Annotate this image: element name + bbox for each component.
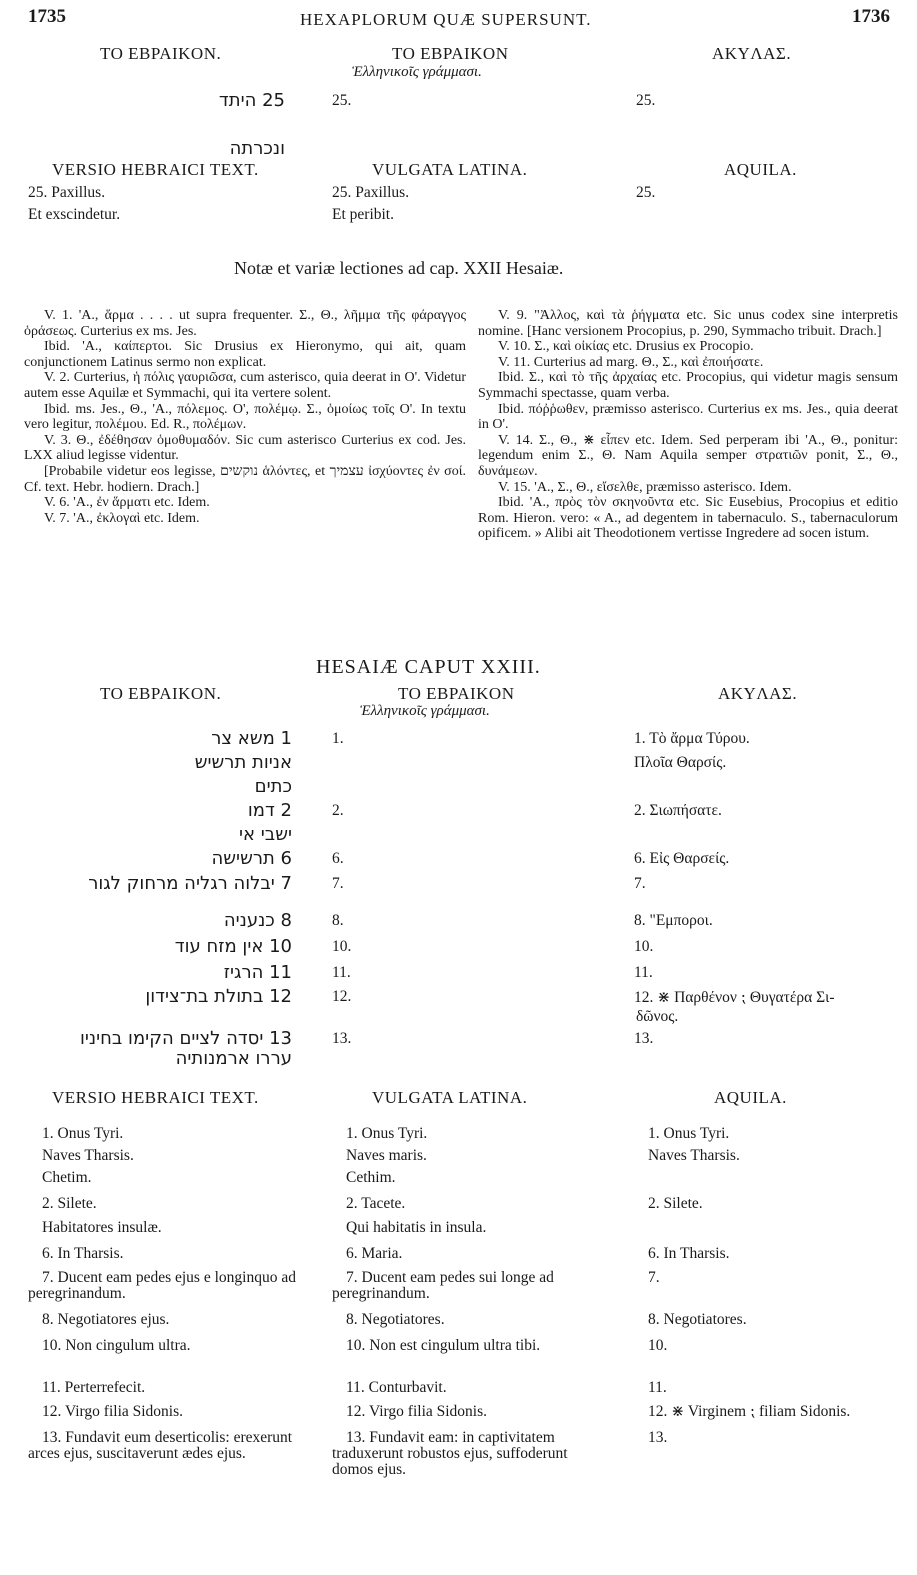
aquila-latin-line: Naves Tharsis. — [648, 1147, 740, 1164]
vulgata-line: 6. Maria. — [346, 1245, 403, 1262]
greek-verse-number: 8. — [332, 912, 344, 929]
col-aquila-title: AKYΛAΣ. — [712, 44, 792, 63]
aquila-greek-line: 11. — [634, 964, 653, 981]
note-paragraph: V. 10. Σ., καὶ οἰκίας etc. Drusius ex Procopio. — [498, 339, 754, 355]
aquila-latin-title: AQUILA. — [724, 160, 797, 179]
notes-left-column — [24, 308, 466, 526]
vulgata-line: Cethim. — [346, 1169, 396, 1186]
hebrew-line: עררו ארמנותיה — [175, 1048, 292, 1069]
col-greek-title: TO EBPAIKON — [392, 44, 509, 63]
note-paragraph: V. 14. Σ., Θ., ⋇ εἶπεν etc. Idem. Sed perperam ibi 'A., Θ., ponitur: legendum enim Σ., Θ. Nam Aquila semper στρατιῶν ponit, Σ., Θ., δυνάμεων. — [478, 432, 898, 479]
chapter-aquila-latin-title: AQUILA. — [714, 1088, 787, 1107]
hebrew-line: 7 יבלוה רגליה מרחוק לגור — [88, 873, 292, 894]
aquila-greek-line: 1. Τὸ ἄρμα Τύρου. — [634, 730, 750, 747]
aquila-greek-line: 10. — [634, 938, 654, 955]
note-paragraph: V. 11. Curterius ad marg. Θ., Σ., καὶ ἐποιήσατε. — [498, 354, 764, 370]
greek-verse-number: 6. — [332, 850, 344, 867]
aquila-latin-line: 6. In Tharsis. — [648, 1245, 730, 1262]
versio-line: Naves Tharsis. — [42, 1147, 134, 1164]
note-paragraph: [Probabile videtur eos legisse, נוקשים ἁλόντες, et עצמיך ἰσχύοντες ἐν σοί. Cf. text. Hebr. hodiern. Drach.] — [24, 463, 466, 495]
chapter-versio-title: VERSIO HEBRAICI TEXT. — [52, 1088, 259, 1107]
page-number-left: 1735 — [28, 6, 66, 27]
vulgata-line: 12. Virgo filia Sidonis. — [346, 1403, 488, 1420]
note-paragraph: Ibid. πόῤῥωθεν, præmisso asterisco. Curterius ex ms. Jes., quia deerat in O'. — [478, 401, 898, 433]
greek-verse-number: 1. — [332, 730, 344, 747]
versio-line: 10. Non cingulum ultra. — [42, 1337, 191, 1354]
aquila-greek-line: 7. — [634, 875, 646, 892]
versio-25a: 25. Paxillus. — [28, 184, 106, 201]
chapter-vulgata-title: VULGATA LATINA. — [372, 1088, 528, 1107]
chapter-col-greek-title: TO EBPAIKON — [398, 684, 515, 703]
hebrew-line: אניות תרשיש — [194, 752, 292, 773]
note-paragraph: Ibid. ms. Jes., Θ., 'A., πόλεμος. O', πολέμῳ. Σ., ὁμοίως τοῖς O'. In textu vero legitur, πολέμου. Ed. R., πολέμων. — [24, 401, 466, 433]
greek-verse-number: 13. — [332, 1030, 352, 1047]
aquila-greek-line: Πλοῖα Θαρσίς. — [634, 754, 727, 771]
versio-25b: Et exscindetur. — [28, 206, 121, 223]
note-paragraph: V. 7. 'A., ἐκλογαὶ etc. Idem. — [44, 510, 200, 526]
aquila-latin-line: 12. ⋇ Virginem ⁏ filiam Sidonis. — [648, 1403, 851, 1420]
aquila-latin-line: 10. — [648, 1337, 668, 1354]
hebrew-line: 10 אין מזח עוד — [174, 936, 292, 957]
versio-line: 8. Negotiatores ejus. — [42, 1311, 170, 1328]
aquila-greek-line: 13. — [634, 1030, 654, 1047]
vulgata-line: 13. Fundavit eam: in captivitatem traduxerunt robustos ejus, suffoderunt domos ejus. — [332, 1429, 568, 1478]
aquila-latin-line: 7. — [648, 1269, 660, 1286]
note-paragraph: V. 9. "Ἀλλος, καὶ τὰ ῥήγματα etc. Sic unus codex sine interpretis nomine. [Hanc versionem Procopius, p. 290, Symmacho tribuit. Drach.] — [478, 308, 898, 339]
chapter-col-hebrew-title: TO EBPAIKON. — [100, 684, 222, 703]
vulgata-line: 1. Onus Tyri. — [346, 1125, 428, 1142]
versio-line: 12. Virgo filia Sidonis. — [42, 1403, 184, 1420]
hebrew-line: 1 משא צר — [211, 728, 292, 749]
running-title: HEXAPLORUM QUÆ SUPERSUNT. — [300, 10, 592, 29]
vulgata-line: 10. Non est cingulum ultra tibi. — [346, 1337, 541, 1354]
aquila-latin-line: 2. Silete. — [648, 1195, 703, 1212]
vulgata-line: 7. Ducent eam pedes sui longe ad peregrinandum. — [332, 1269, 554, 1302]
versio-line: Habitatores insulæ. — [42, 1219, 162, 1236]
hebrew-line: 12 בתולת בת־צידון — [145, 986, 292, 1007]
versio-line: 2. Silete. — [42, 1195, 97, 1212]
versio-line: Chetim. — [42, 1169, 92, 1186]
greek-verse-number: 10. — [332, 938, 352, 955]
vulgata-25a: 25. Paxillus. — [332, 184, 410, 201]
vulgata-line: Qui habitatis in insula. — [346, 1219, 487, 1236]
note-paragraph: Ibid. 'A., καίπερτοι. Sic Drusius ex Hieronymo, qui ait, quam conjunctionem Latinus sermo non explicat. — [24, 339, 466, 370]
greek-verse-number: 2. — [332, 802, 344, 819]
hebrew-line: ישבי אי — [239, 824, 292, 845]
hebrew-line: כתים — [254, 776, 292, 797]
greek-verse-number: 7. — [332, 875, 344, 892]
aquila-greek-line: 8. "Εμποροι. — [634, 912, 713, 929]
vulgata-line: Naves maris. — [346, 1147, 427, 1164]
aquila-latin-line: 11. — [648, 1379, 667, 1396]
hebrew-line: 8 כנעניה — [223, 910, 292, 931]
versio-line: 1. Onus Tyri. — [42, 1125, 124, 1142]
note-paragraph: V. 1. 'A., ἅρμα . . . . ut supra frequenter. Σ., Θ., λῆμμα τῆς φάραγγος ὁράσεως. Curterius ex ms. Jes. — [24, 308, 466, 339]
chapter-title: HESAIÆ CAPUT XXIII. — [316, 656, 541, 678]
aquila-greek-line: δῶνος. — [636, 1008, 679, 1025]
vulgata-title: VULGATA LATINA. — [372, 160, 528, 179]
hebrew-line: 11 הרגיז — [223, 962, 292, 983]
greek-verse-number: 12. — [332, 988, 352, 1005]
versio-title: VERSIO HEBRAICI TEXT. — [52, 160, 259, 179]
versio-line: 6. In Tharsis. — [42, 1245, 124, 1262]
note-paragraph: V. 2. Curterius, ἡ πόλις γαυριῶσα, cum asterisco, quia deerat in O'. Videtur autem esse Aquilæ et Symmachi, qui ita vertere solent. — [24, 370, 466, 401]
aquila-greek-line: 6. Εἰς Θαρσείς. — [634, 850, 730, 867]
note-paragraph: V. 15. 'A., Σ., Θ., εἴσελθε, præmisso asterisco. Idem. — [498, 479, 792, 495]
notes-right-column — [478, 308, 898, 542]
hebrew-verse-25: 25 היתד — [218, 90, 285, 111]
note-paragraph: V. 6. 'A., ἐν ἅρματι etc. Idem. — [44, 495, 210, 511]
page-number-right: 1736 — [852, 6, 890, 27]
vulgata-line: 11. Conturbavit. — [346, 1379, 447, 1396]
greek-verse-25: 25. — [332, 92, 352, 109]
aquila-verse-25: 25. — [636, 92, 656, 109]
note-paragraph: Ibid. 'A., πρὸς τὸν σκηνοῦντα etc. Sic Eusebius, Procopius et editio Rom. Hieron. vero: « A., ad degentem in tabernaculo. S., tabernaculorum opificem. » Alibi ait Theodotionem vertisse Ingredere ad socen istum. — [478, 495, 898, 542]
aquila-latin-line: 8. Negotiatores. — [648, 1311, 747, 1328]
aquila-latin-25: 25. — [636, 184, 656, 201]
col-greek-subtitle: Ἑλληνικοῖς γράμμασι. — [352, 64, 482, 80]
note-paragraph: V. 3. Θ., ἐδέθησαν ὁμοθυμαδόν. Sic cum asterisco Curterius ex cod. Jes. LXX aliud legisse videntur. — [24, 432, 466, 464]
notes-title: Notæ et variæ lectiones ad cap. XXII Hesaiæ. — [234, 258, 564, 278]
chapter-col-aquila-title: AKYΛAΣ. — [718, 684, 798, 703]
col-hebrew-title: TO EBPAIKON. — [100, 44, 222, 63]
greek-verse-number: 11. — [332, 964, 351, 981]
hebrew-line: 2 דמו — [247, 800, 292, 821]
hebrew-verse-25-cont: ונכרתה — [229, 138, 285, 159]
aquila-latin-line: 13. — [648, 1429, 668, 1446]
hebrew-line: 13 יסדה לציים הקימו בחיניו — [79, 1028, 292, 1049]
aquila-latin-line: 1. Onus Tyri. — [648, 1125, 730, 1142]
versio-line: 7. Ducent eam pedes ejus e longinquo ad peregrinandum. — [28, 1269, 296, 1302]
vulgata-line: 2. Tacete. — [346, 1195, 406, 1212]
versio-line: 13. Fundavit eum deserticolis: erexerunt arces ejus, suscitaverunt ædes ejus. — [28, 1429, 293, 1462]
note-paragraph: Ibid. Σ., καὶ τὸ τῆς ἀρχαίας etc. Procopius, qui videtur magis sensum Symmachi spectasse, quam verba. — [478, 370, 898, 401]
vulgata-line: 8. Negotiatores. — [346, 1311, 445, 1328]
versio-line: 11. Perterrefecit. — [42, 1379, 146, 1396]
aquila-greek-line: 2. Σιωπήσατε. — [634, 802, 722, 819]
vulgata-25b: Et peribit. — [332, 206, 394, 223]
hebrew-line: 6 תרשישה — [211, 848, 292, 869]
aquila-greek-line: 12. ⋇ Παρθένον ⁏ Θυγατέρα Σι- — [634, 989, 835, 1006]
chapter-col-greek-subtitle: Ἑλληνικοῖς γράμμασι. — [360, 703, 490, 719]
